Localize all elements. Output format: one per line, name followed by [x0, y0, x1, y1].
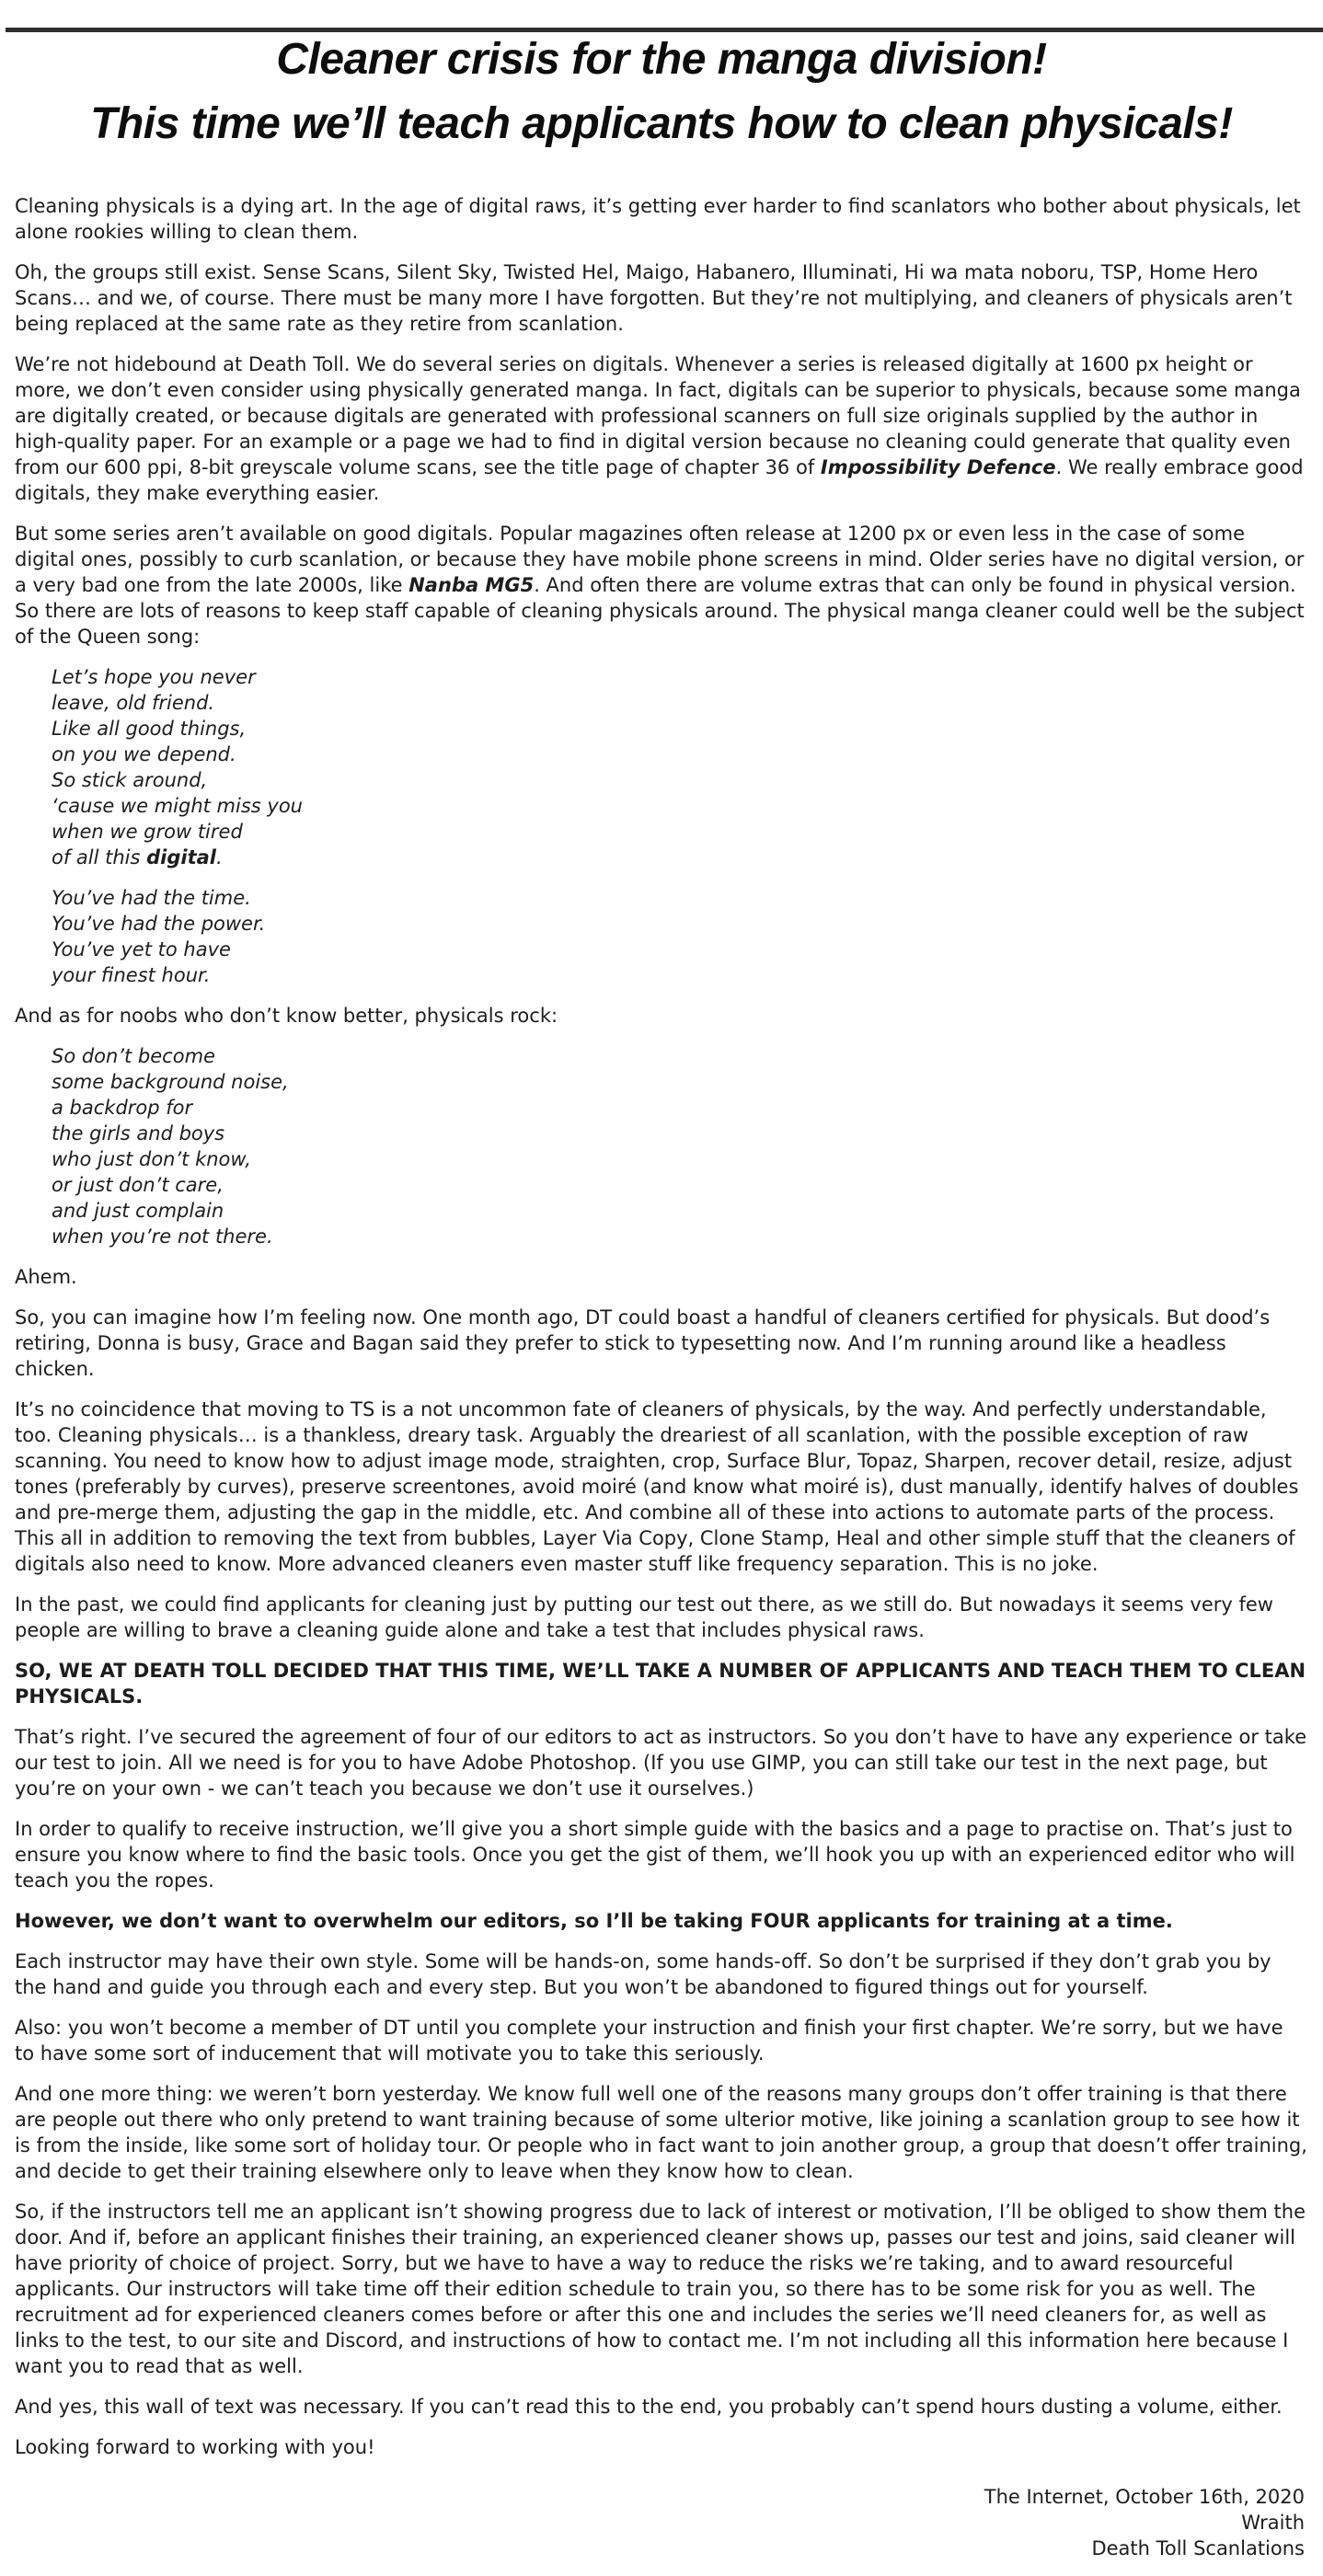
poem-line: You’ve yet to have: [52, 938, 231, 960]
paragraph-physical-reasons-text: But some series aren’t available on good digitals. Popular magazines often release at 1200 px or even less in the case of some digital ones, possibly to curb scanlation, or because they have mobile phone screens in mind. Older series have no digital version, or a very bad one from the late 2000s, like: [15, 523, 1305, 596]
poem-line: You’ve had the time.: [52, 887, 251, 909]
paragraph-digitals: [15, 351, 1308, 506]
poem-line: So stick around,: [52, 769, 208, 791]
paragraph-feeling-now: So, you can imagine how I’m feeling now. One month ago, DT could boast a handful of cleaners certified for physicals. But dood’s retiring, Donna is busy, Grace and Bagan said they prefer to stick to typesetting now. And I’m running around like a headless chicken.: [15, 1306, 1271, 1380]
poem-line-text-after: .: [216, 846, 223, 868]
poem-line: when we grow tired: [52, 821, 243, 843]
poem-line: or just don’t care,: [52, 1174, 224, 1196]
poem-line: leave, old friend.: [52, 692, 215, 714]
paragraph-wall-of-text: And yes, this wall of text was necessary. If you can’t read this to the end, you probably can’t spend hours dusting a volume, either.: [15, 2396, 1283, 2418]
paragraph-noobs: And as for noobs who don’t know better, physicals rock:: [15, 1005, 558, 1027]
paragraph-intro: Cleaning physicals is a dying art. In the age of digital raws, it’s getting ever harder to find scanlators who bother about physicals, let alone rookies willing to clean them.: [15, 195, 1301, 243]
paragraph-ulterior-motives: And one more thing: we weren’t born yesterday. We know full well one of the reasons many groups don’t offer training is that there are people out there who only pretend to want training because of some ulterior motive, like joining a scanlation group to see how it is from the inside, like some sort of holiday tour. Or people who in fact want to join another group, a group that doesn’t offer training, and decide to get their training elsewhere only to leave when they know how to clean.: [15, 2083, 1307, 2182]
poem-line: ‘cause we might miss you: [52, 795, 303, 817]
paragraph-cleaning-skills: It’s no coincidence that moving to TS is a not uncommon fate of cleaners of physicals, by the way. And perfectly understandable, too. Cleaning physicals… is a thankless, dreary task. Arguably the dreariest of all scanlation, with the possible exception of raw scanning. You need to know how to adjust image mode, straighten, crop, Surface Blur, Topaz, Sharpen, recover detail, resize, adjust tones (preferably by curves), preserve screentones, avoid moiré (and know what moiré is), dust manually, identify halves of doubles and pre-merge them, adjusting the gap in the middle, etc. And combine all of these into actions to automate parts of the process. This all in addition to removing the text from bubbles, Layer Via Copy, Clone Stamp, Heal and other simple stuff that the cleaners of digitals also need to know. More advanced cleaners even master stuff like frequency separation. This is no joke.: [15, 1398, 1299, 1575]
paragraph-groups: Oh, the groups still exist. Sense Scans, Silent Sky, Twisted Hel, Maigo, Habanero, Illuminati, Hi wa mata noboru, TSP, Home Hero Scans… and we, of course. There must be many more I have forgotten. But they’re not multiplying, and cleaners of physicals aren’t being replaced at the same rate as they retire from scanlation.: [15, 261, 1293, 335]
signature-block: [15, 2484, 1308, 2561]
poem-line: Like all good things,: [52, 718, 247, 740]
poem-line: on you we depend.: [52, 743, 236, 765]
poem-line: Let’s hope you never: [52, 666, 256, 688]
queen-lyrics-verse-2: [52, 885, 1308, 988]
poem-line: some background noise,: [52, 1071, 289, 1093]
poem-line: your finest hour.: [52, 964, 211, 986]
poem-line-text: of all this: [52, 846, 147, 868]
paragraph-closing: Looking forward to working with you!: [15, 2436, 375, 2458]
poem-line: when you’re not there.: [52, 1225, 273, 1248]
poem-line: You’ve had the power.: [52, 913, 266, 935]
paragraph-digitals-text: We’re not hidebound at Death Toll. We do several series on digitals. Whenever a series is released digitally at 1600 px height or more, we don’t even consider using physically generated manga. In fact, digitals can be superior to physicals, because some manga are digitally created, or because digitals are generated with professional scanners on full size originals supplied by the author in high-quality paper. For an example or a page we had to find in digital version because no cleaning could generate that quality even from our 600 ppi, 8-bit greyscale volume scans, see the title page of chapter 36 of: [15, 353, 1301, 478]
paragraph-four-applicants-bold: However, we don’t want to overwhelm our editors, so I’ll be taking FOUR applicants for training at a time.: [15, 1910, 1173, 1932]
paragraph-risks: So, if the instructors tell me an applicant isn’t showing progress due to lack of interest or motivation, I’ll be obliged to show them the door. And if, before an applicant finishes their training, an experienced cleaner shows up, passes our test and joins, said cleaner will have priority of choice of project. Sorry, but we have to have a way to reduce the risks we’re taking, and to award resourceful applicants. Our instructors will take time off their edition schedule to train you, so there has to be some risk for you as well. The recruitment ad for experienced cleaners comes before or after this one and includes the series we’ll need cleaners for, as well as links to the test, to our site and Discord, and instructions of how to contact me. I’m not including all this information here because I want you to read that as well.: [15, 2201, 1306, 2377]
paragraph-physical-reasons: [15, 521, 1308, 650]
paragraph-instructor-style: Each instructor may have their own style. Some will be hands-on, some hands-off. So don’t be surprised if they don’t grab you by the hand and guide you through each and every step. But you won’t be abandoned to figured things out for yourself.: [15, 1950, 1271, 1998]
document-page: [0, 28, 1323, 2576]
emphasis-digital: digital: [146, 846, 216, 868]
queen-lyrics-verse-1: [52, 664, 1308, 870]
signature-date: The Internet, October 16th, 2020: [984, 2486, 1305, 2508]
window-top-edge: [6, 28, 1323, 32]
page-title: [15, 28, 1308, 156]
paragraph-digitals-text-after: . We really embrace good digitals, they make everything easier.: [15, 456, 1304, 504]
poem-line: a backdrop for: [52, 1097, 193, 1119]
poem-line: So don’t become: [52, 1045, 215, 1067]
series-title-impossibility-defence: Impossibility Defence: [820, 456, 1056, 478]
title-line-1: Cleaner crisis for the manga division!: [276, 35, 1047, 84]
queen-lyrics-verse-3: [52, 1043, 1308, 1249]
series-title-nanba-mg5: Nanba MG5: [408, 574, 535, 596]
title-line-2: This time we’ll teach applicants how to clean physicals!: [90, 99, 1233, 148]
signature-group: Death Toll Scanlations: [1091, 2537, 1305, 2559]
paragraph-announcement-bold: SO, WE AT DEATH TOLL DECIDED THAT THIS TIME, WE’LL TAKE A NUMBER OF APPLICANTS AND TEACH THEM TO CLEAN PHYSICALS.: [15, 1660, 1306, 1708]
paragraph-qualify: In order to qualify to receive instruction, we’ll give you a short simple guide with the basics and a page to practise on. That’s just to ensure you know where to find the basic tools. Once you get the gist of them, we’ll hook you up with an experienced editor who will teach you the ropes.: [15, 1818, 1295, 1892]
paragraph-applicants-past: In the past, we could find applicants for cleaning just by putting our test out there, as we still do. But nowadays it seems very few people are willing to brave a cleaning guide alone and take a test that includes physical raws.: [15, 1593, 1273, 1641]
paragraph-physical-reasons-text-after: . And often there are volume extras that can only be found in physical version. So there are lots of reasons to keep staff capable of cleaning physicals around. The physical manga cleaner could well be the subject of the Queen song:: [15, 574, 1305, 648]
signature-author: Wraith: [1241, 2512, 1305, 2534]
paragraph-instructors: That’s right. I’ve secured the agreement of four of our editors to act as instructors. So you don’t have to have any experience or take our test to join. All we need is for you to have Adobe Photoshop. (If you use GIMP, you can still take our test in the next page, but you’re on your own - we can’t teach you because we don’t use it ourselves.): [15, 1726, 1307, 1800]
paragraph-membership: Also: you won’t become a member of DT until you complete your instruction and finish your first chapter. We’re sorry, but we have to have some sort of inducement that will motivate you to take this seriously.: [15, 2017, 1283, 2064]
paragraph-ahem: Ahem.: [15, 1266, 77, 1288]
poem-line: and just complain: [52, 1200, 224, 1222]
poem-line: who just don’t know,: [52, 1148, 251, 1170]
poem-line-with-emphasis: [52, 845, 1308, 870]
poem-line: the girls and boys: [52, 1122, 225, 1144]
